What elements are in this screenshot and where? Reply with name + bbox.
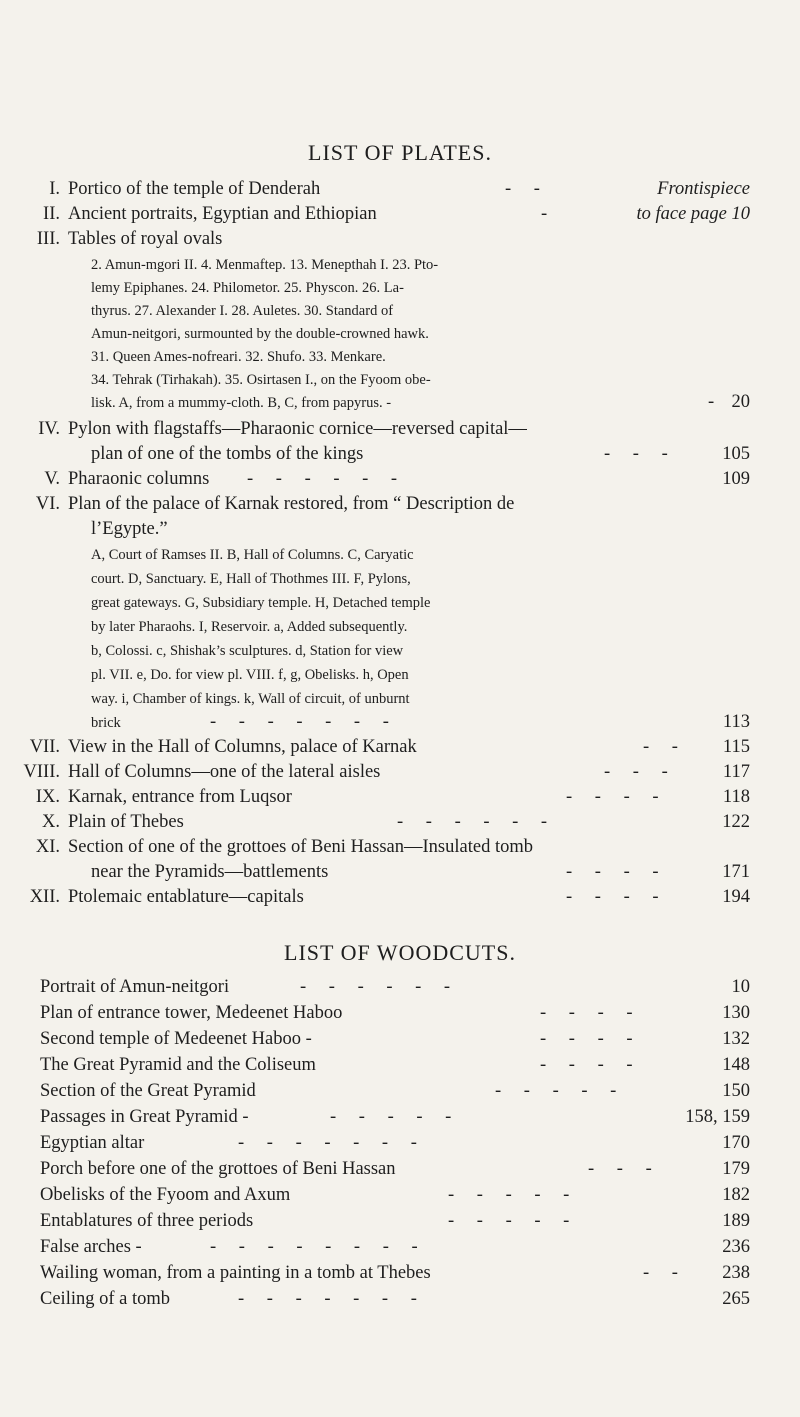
plate-number: IX.: [35, 787, 60, 807]
leader-dashes: - - - -: [566, 887, 659, 907]
woodcut-title: Porch before one of the grottoes of Beni Hassan: [40, 1159, 396, 1179]
woodcut-title: Second temple of Medeenet Haboo -: [40, 1029, 312, 1049]
plate-number: VII.: [29, 737, 60, 757]
plate-number: XII.: [29, 887, 60, 907]
leader-dashes: - - - - -: [448, 1185, 570, 1205]
woodcut-entry: [0, 1029, 800, 1053]
leader-dashes: -: [708, 392, 715, 412]
woodcut-entry: [0, 1133, 800, 1157]
leader-dashes: - - - - - -: [247, 469, 398, 489]
woodcut-entry: [0, 1237, 800, 1261]
plate-page: 171: [722, 862, 750, 882]
woodcut-title: Obelisks of the Fyoom and Axum: [40, 1185, 291, 1205]
plate-title: Portico of the temple of Denderah: [68, 179, 321, 199]
plate-title: Pharaonic columns: [68, 469, 210, 489]
woodcut-title: Passages in Great Pyramid -: [40, 1107, 249, 1127]
plate-title: Ptolemaic entablature—capitals: [68, 887, 304, 907]
leader-dashes: - - - -: [540, 1055, 633, 1075]
list-of-plates-title: LIST OF PLATES.: [308, 140, 492, 165]
woodcut-page: 182: [722, 1185, 750, 1205]
woodcut-title: Plan of entrance tower, Medeenet Haboo: [40, 1003, 343, 1023]
leader-dashes: - - -: [604, 444, 668, 464]
plate-page: 20: [731, 392, 750, 412]
detail-line: by later Pharaohs. I, Reservoir. a, Added subsequently.: [91, 619, 408, 635]
woodcut-title: Ceiling of a tomb: [40, 1289, 170, 1309]
plate-page: 122: [722, 812, 750, 832]
woodcut-page: 130: [722, 1003, 750, 1023]
leader-dashes: - -: [643, 1263, 678, 1283]
detail-brick: brick: [91, 715, 121, 731]
leader-dashes: - - - - -: [495, 1081, 617, 1101]
plate-title: Ancient portraits, Egyptian and Ethiopian: [68, 204, 377, 224]
plate-title: Karnak, entrance from Luqsor: [68, 787, 292, 807]
woodcut-page: 132: [722, 1029, 750, 1049]
leader-dashes: - - -: [604, 762, 668, 782]
plate-title: Plan of the palace of Karnak restored, from “ Description de: [68, 494, 515, 514]
woodcut-entry: [0, 1055, 800, 1079]
woodcut-title: Section of the Great Pyramid: [40, 1081, 256, 1101]
leader-dashes: - - - - - -: [300, 977, 451, 997]
leader-dashes: - - - - - -: [397, 812, 548, 832]
plate-page: 105: [722, 444, 750, 464]
woodcut-entry: [0, 1263, 800, 1287]
plate-title-continued: near the Pyramids—battlements: [91, 862, 329, 882]
plate-title-continued: l’Egypte.”: [91, 519, 168, 539]
plate-page: to face page 10: [636, 204, 750, 224]
leader-dashes: -: [541, 204, 548, 224]
detail-line: 31. Queen Ames-nofreari. 32. Shufo. 33. Menkare.: [91, 349, 386, 365]
woodcut-title: Portrait of Amun-neitgori: [40, 977, 230, 997]
leader-dashes: - - - - - - -: [238, 1289, 417, 1309]
detail-line: pl. VII. e, Do. for view pl. VIII. f, g, Obelisks. h, Open: [91, 667, 409, 683]
woodcut-entry: [0, 1159, 800, 1183]
woodcut-page: 236: [722, 1237, 750, 1257]
detail-line: way. i, Chamber of kings. k, Wall of circuit, of unburnt: [91, 691, 410, 707]
leader-dashes: - - - - - - -: [238, 1133, 417, 1153]
detail-line: great gateways. G, Subsidiary temple. H, Detached temple: [91, 595, 431, 611]
leader-dashes: - - -: [588, 1159, 652, 1179]
leader-dashes: - - - - - - - -: [210, 1237, 418, 1257]
woodcut-title: Wailing woman, from a painting in a tomb at Thebes: [40, 1263, 431, 1283]
plate-number: VI.: [35, 494, 60, 514]
woodcut-page: 179: [722, 1159, 750, 1179]
woodcut-title: Entablatures of three periods: [40, 1211, 254, 1231]
woodcut-page: 170: [722, 1133, 750, 1153]
plate-title: Section of one of the grottoes of Beni Hassan—Insulated tomb: [68, 837, 533, 857]
woodcut-entry: [0, 1289, 800, 1313]
detail-line: b, Colossi. c, Shishak’s sculptures. d, Station for view: [91, 643, 404, 659]
plate-page: 115: [722, 737, 750, 757]
leader-dashes: - - - - -: [448, 1211, 570, 1231]
detail-line: 2. Amun-mgori II. 4. Menmaftep. 13. Menepthah I. 23. Pto-: [91, 257, 439, 273]
detail-line: A, Court of Ramses II. B, Hall of Columns. C, Caryatic: [91, 547, 414, 563]
plate-title: Plain of Thebes: [68, 812, 184, 832]
woodcut-entry: [0, 1081, 800, 1105]
leader-dashes: - - - - - - -: [210, 712, 389, 732]
plate-number: III.: [36, 229, 60, 249]
woodcut-page: 238: [722, 1263, 750, 1283]
woodcut-page: 148: [722, 1055, 750, 1075]
list-of-woodcuts-title: LIST OF WOODCUTS.: [284, 940, 516, 965]
leader-dashes: - - - -: [540, 1029, 633, 1049]
plate-page: 113: [722, 712, 750, 732]
woodcut-entry: [0, 1003, 800, 1027]
plate-page: 118: [722, 787, 750, 807]
leader-dashes: - -: [643, 737, 678, 757]
plate-title: Tables of royal ovals: [68, 229, 223, 249]
plate-page: 194: [722, 887, 750, 907]
plate-page: 117: [722, 762, 750, 782]
woodcut-entry: [0, 1211, 800, 1235]
woodcut-entry: [0, 1185, 800, 1209]
plate-number: IV.: [38, 419, 60, 439]
woodcut-page: 150: [722, 1081, 750, 1101]
woodcut-page: 265: [722, 1289, 750, 1309]
woodcut-entry: [0, 1107, 800, 1131]
leader-dashes: - -: [505, 179, 540, 199]
plate-title: View in the Hall of Columns, palace of Karnak: [68, 737, 417, 757]
plate-number: I.: [49, 179, 60, 199]
detail-line: court. D, Sanctuary. E, Hall of Thothmes III. F, Pylons,: [91, 571, 411, 587]
plate-number: VIII.: [23, 762, 60, 782]
woodcut-page: 158, 159: [685, 1107, 750, 1127]
plate-page: Frontispiece: [657, 179, 750, 199]
leader-dashes: - - - - -: [330, 1107, 452, 1127]
detail-line: thyrus. 27. Alexander I. 28. Auletes. 30. Standard of: [91, 303, 394, 319]
plate-page: 109: [722, 469, 750, 489]
woodcut-title: False arches -: [40, 1237, 142, 1257]
woodcut-title: Egyptian altar: [40, 1133, 145, 1153]
woodcut-page: 189: [722, 1211, 750, 1231]
plate-title-continued: plan of one of the tombs of the kings: [91, 444, 364, 464]
plate-title: Hall of Columns—one of the lateral aisles: [68, 762, 381, 782]
plate-number: II.: [43, 204, 60, 224]
leader-dashes: - - - -: [540, 1003, 633, 1023]
plate-number: V.: [44, 469, 60, 489]
woodcut-entry: [0, 977, 800, 1001]
plate-number: X.: [42, 812, 60, 832]
plate-number: XI.: [35, 837, 60, 857]
detail-line: lisk. A, from a mummy-cloth. B, C, from papyrus. -: [91, 395, 392, 411]
plate-title: Pylon with flagstaffs—Pharaonic cornice—reversed capital—: [68, 419, 527, 439]
detail-line: Amun-neitgori, surmounted by the double-crowned hawk.: [91, 326, 429, 342]
leader-dashes: - - - -: [566, 862, 659, 882]
leader-dashes: - - - -: [566, 787, 659, 807]
woodcut-page: 10: [731, 977, 750, 997]
detail-line: lemy Epiphanes. 24. Philometor. 25. Physcon. 26. La-: [91, 280, 404, 296]
woodcut-title: The Great Pyramid and the Coliseum: [40, 1055, 316, 1075]
detail-line: 34. Tehrak (Tirhakah). 35. Osirtasen I., on the Fyoom obe-: [91, 372, 431, 388]
